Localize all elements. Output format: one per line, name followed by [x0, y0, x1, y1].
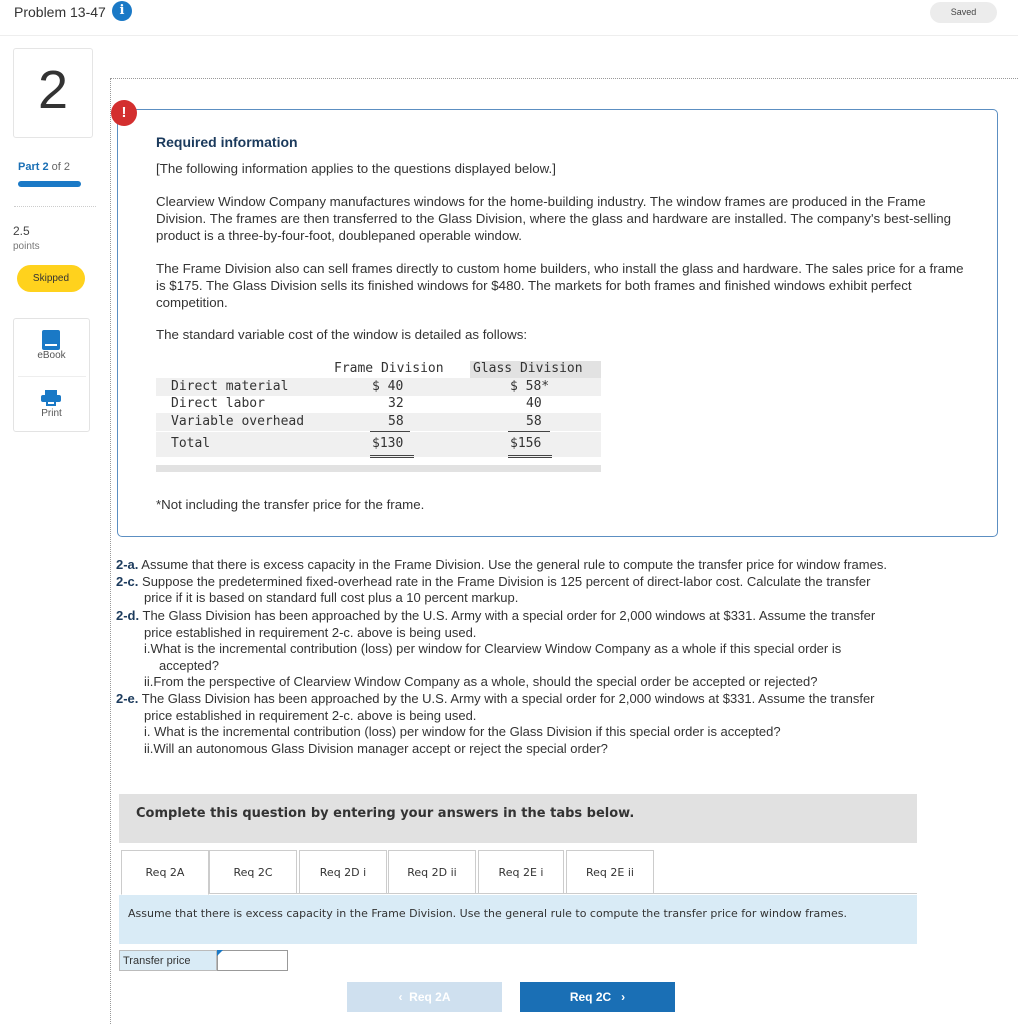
prev-button[interactable]: ‹ Req 2A	[347, 982, 502, 1012]
glass-total: $156	[510, 436, 542, 451]
tools-panel	[13, 318, 90, 432]
next-button[interactable]: Req 2C ›	[520, 982, 675, 1012]
question-line: 2-a. Assume that there is excess capacity in the Frame Division. Use the general rule to compute the transfer price for window frames.	[116, 557, 887, 572]
question-line: price established in requirement 2-c. above is being used.	[144, 624, 477, 640]
transfer-price-input[interactable]	[217, 950, 288, 971]
problem-title: Problem 13-47	[14, 4, 106, 20]
question-line: 2-d. The Glass Division has been approached by the U.S. Army with a special order for 2,000 windows at $331. Assume the transfer	[116, 608, 876, 623]
glass-variable-overhead: 58	[526, 414, 542, 429]
question-line: i. What is the incremental contribution (loss) per window for the Glass Division if this special order is accepted?	[144, 724, 781, 739]
tab-req-2c[interactable]: Req 2C	[209, 850, 297, 894]
cost-table-footer-bar	[156, 465, 601, 472]
print-label: Print	[41, 408, 62, 419]
ebook-label: eBook	[37, 350, 66, 361]
frame-total: $130	[372, 436, 404, 451]
tab-req-2a[interactable]: Req 2A	[121, 850, 209, 895]
tools-divider	[18, 376, 86, 377]
frame-variable-overhead: 58	[388, 414, 404, 429]
question-line: i.What is the incremental contribution (loss) per window for Clearview Window Company as a whole if this special order is	[144, 641, 842, 656]
question-line: price established in requirement 2-c. above is being used.	[144, 707, 477, 723]
input-flag-icon	[217, 950, 223, 956]
question-line: price if it is based on standard full cost plus a 10 percent markup.	[144, 590, 519, 605]
question-number: 2	[37, 60, 69, 120]
sidebar-divider	[14, 206, 96, 207]
total-label: Total	[171, 436, 211, 451]
tab-req-2d-i[interactable]: Req 2D i	[299, 850, 387, 894]
question-line: 2-c. Suppose the predetermined fixed-overhead rate in the Frame Division is 125 percent of direct-labor cost. Calculate the transfer	[116, 573, 871, 589]
tab-req-2e-ii[interactable]: Req 2E ii	[566, 850, 654, 894]
row-label: Variable overhead	[171, 414, 305, 429]
instruction-text: Complete this question by entering your answers in the tabs below.	[136, 806, 635, 821]
skipped-badge: Skipped	[17, 265, 85, 292]
cost-table-header	[156, 361, 601, 378]
scenario-paragraph-3: The standard variable cost of the window is detailed as follows:	[156, 327, 528, 342]
question-line: ii.Will an autonomous Glass Division manager accept or reject the special order?	[144, 740, 608, 756]
points-value: 2.5	[13, 224, 30, 238]
question-line: 2-e. The Glass Division has been approached by the U.S. Army with a special order for 2,000 windows at $331. Assume the transfer	[116, 691, 875, 706]
book-icon	[42, 330, 60, 350]
chevron-right-icon: ›	[611, 990, 626, 1004]
frame-direct-material: $ 40	[372, 379, 404, 394]
transfer-price-label: Transfer price	[119, 950, 217, 971]
saved-status-badge: Saved	[930, 2, 997, 23]
tab-req-2d-ii[interactable]: Req 2D ii	[388, 850, 476, 894]
printer-icon	[41, 390, 61, 406]
part-indicator	[18, 161, 70, 173]
row-label: Direct material	[171, 379, 289, 394]
required-info-title: Required information	[156, 134, 298, 150]
tab-prompt: Assume that there is excess capacity in the Frame Division. Use the general rule to compute the transfer price for window frames.	[128, 907, 848, 920]
chevron-left-icon: ‹	[398, 990, 410, 1004]
frame-direct-labor: 32	[388, 396, 404, 411]
question-line: accepted?	[159, 657, 219, 673]
part-total: of 2	[48, 161, 70, 173]
glass-direct-labor: 40	[526, 396, 542, 411]
tab-strip-border	[209, 893, 917, 894]
glass-direct-material: $ 58*	[510, 379, 550, 394]
col-header-glass: Glass Division	[473, 361, 583, 376]
question-number-box	[13, 48, 93, 138]
tab-req-2e-i[interactable]: Req 2E i	[478, 850, 564, 894]
points-label: points	[13, 241, 40, 252]
info-icon[interactable]: i	[112, 1, 132, 21]
part-progress-bar	[18, 181, 81, 187]
scenario-paragraph-1: Clearview Window Company manufactures windows for the home-building industry. The window frames are produced in the Frame Division. The frames are then transferred to the Glass Division, where the glass and hardware are installed. The company's best-selling product is a three-by-four-foot, doublepaned operable window.	[156, 194, 952, 243]
scenario-paragraph-2: The Frame Division also can sell frames directly to custom home builders, who install the glass and hardware. The sales price for a frame is $175. The Glass Division sells its finished windows for $480. The markets for both frames and finished windows exhibit perfect competition.	[156, 261, 964, 310]
question-line: ii.From the perspective of Clearview Window Company as a whole, should the special order be accepted or rejected?	[144, 674, 818, 689]
table-footnote: *Not including the transfer price for the frame.	[156, 497, 425, 512]
content-border-left	[110, 78, 111, 1024]
top-bar	[0, 0, 1018, 36]
col-header-frame: Frame Division	[334, 361, 444, 376]
row-label: Direct labor	[171, 396, 265, 411]
required-info-intro: [The following information applies to the questions displayed below.]	[156, 161, 556, 176]
part-current: Part 2	[18, 161, 49, 173]
alert-icon: !	[111, 100, 137, 126]
content-border-top	[110, 78, 1018, 79]
